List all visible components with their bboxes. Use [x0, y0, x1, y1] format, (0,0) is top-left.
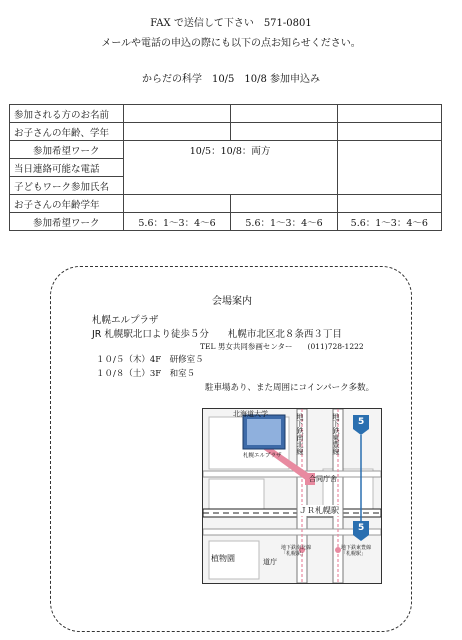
form-cell[interactable]: 10/5：10/8：両方: [123, 141, 337, 159]
label-subway-nanboku: 地下鉄南北線: [296, 413, 304, 455]
form-cell[interactable]: 5.6：1～3：4～6: [123, 213, 231, 231]
notice-text: メールや電話の申込の際にも以下の点お知らせください。: [101, 38, 361, 49]
row-label: お子さんの年齢学年: [10, 195, 124, 213]
label-subway-toho: 地下鉄東豊線: [332, 413, 340, 455]
form-cell[interactable]: [337, 195, 441, 213]
row-label: 子どもワーク参加氏名: [10, 177, 124, 195]
venue-access: JR 札幌駅北口より徒歩５分 札幌市北区北８条西３丁目: [92, 329, 342, 340]
row-label: 当日連絡可能な電話: [10, 159, 124, 177]
form-row: [10, 213, 442, 231]
label-station-toho: 地下鉄東豊線「札幌駅」: [341, 545, 372, 557]
venue-date-2: １０/８（土）3F 和室５: [96, 369, 196, 379]
event-title: からだの科学 10/5 10/8 参加申込み: [141, 74, 321, 85]
fax-instruction: FAX で送信して下さい 571-0801: [150, 18, 312, 29]
form-cell[interactable]: [337, 177, 441, 195]
row-label: 参加希望ワーク: [10, 213, 124, 231]
form-row: [10, 195, 442, 213]
form-cell[interactable]: [231, 123, 337, 141]
form-cell[interactable]: 5.6：1～3：4～6: [337, 213, 441, 231]
form-cell[interactable]: [123, 159, 337, 177]
label-godo-chosha: 合同庁舎: [309, 475, 337, 483]
form-cell[interactable]: [337, 159, 441, 177]
label-jr-sapporo: ＪＲ札幌駅: [299, 506, 339, 515]
form-row: [10, 123, 442, 141]
venue-name: 札幌エルプラザ: [92, 315, 159, 326]
form-cell[interactable]: [337, 141, 441, 159]
label-station-nanboku: 地下鉄南北線「札幌駅」: [281, 545, 312, 557]
form-row: [10, 177, 442, 195]
label-dochou: 道庁: [263, 558, 277, 566]
form-cell[interactable]: [123, 123, 231, 141]
form-cell[interactable]: [337, 105, 441, 123]
form-row: [10, 141, 442, 159]
row-label: 参加される方のお名前: [10, 105, 124, 123]
row-label: 参加希望ワーク: [10, 141, 124, 159]
form-cell[interactable]: 5.6：1～3：4～6: [231, 213, 337, 231]
form-cell[interactable]: [337, 123, 441, 141]
form-cell[interactable]: [231, 195, 337, 213]
label-botanical-garden: 植物園: [211, 554, 235, 563]
route-5-icon: 5: [358, 523, 365, 533]
application-form: [9, 104, 442, 231]
label-elplaza: 札幌エルプラザ: [243, 453, 282, 459]
access-map: [202, 408, 382, 584]
venue-title: 会場案内: [212, 296, 252, 307]
form-cell[interactable]: [123, 105, 231, 123]
form-cell[interactable]: [123, 195, 231, 213]
venue-tel: TEL 男女共同参画センター (011)728-1222: [200, 342, 364, 351]
form-row: [10, 105, 442, 123]
route-5-icon: 5: [358, 417, 365, 427]
label-hokudai: 北海道大学: [233, 410, 268, 418]
venue-date-1: １０/５（木）4F 研修室５: [96, 355, 204, 365]
parking-note: 駐車場あり、また周囲にコインパーク多数。: [205, 383, 375, 393]
form-cell[interactable]: [231, 105, 337, 123]
form-cell[interactable]: [123, 177, 337, 195]
row-label: お子さんの年齢、学年: [10, 123, 124, 141]
form-row: [10, 159, 442, 177]
